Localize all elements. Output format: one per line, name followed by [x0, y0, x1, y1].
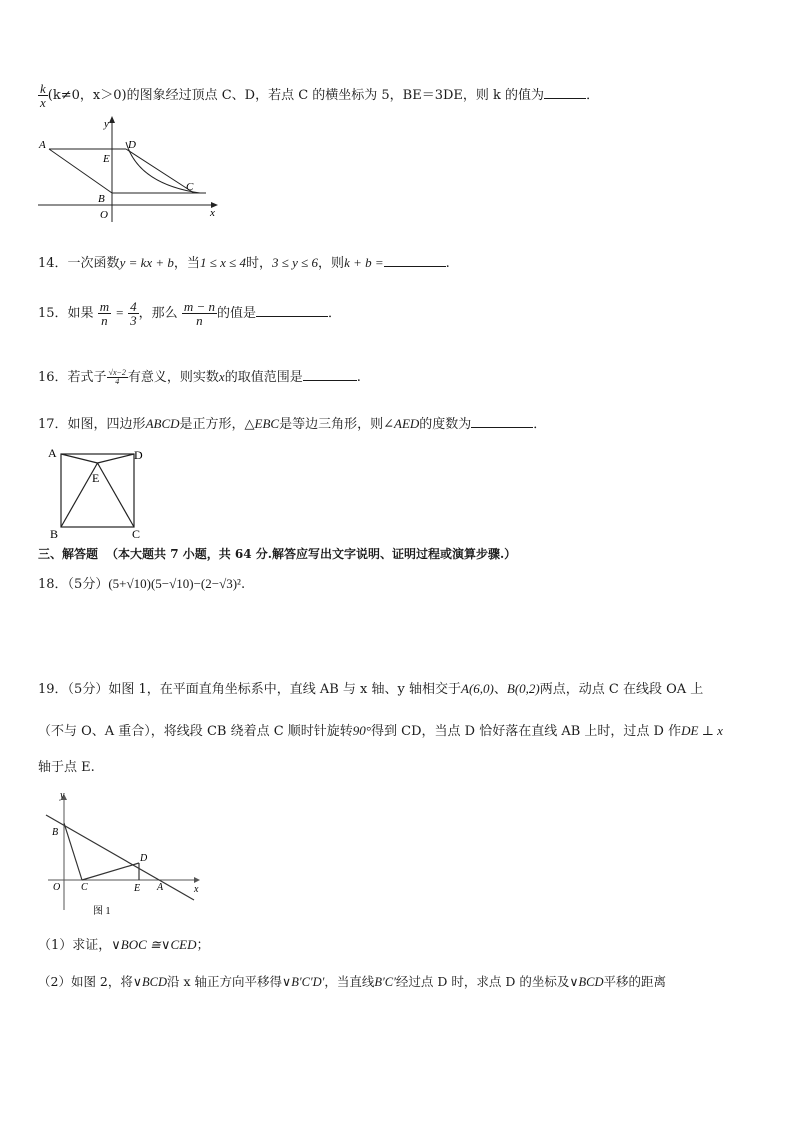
- segment-DE: [98, 454, 135, 463]
- label-B: B: [98, 193, 105, 205]
- q13-text: (k≠0，x＞0)的图象经过顶点 C、D，若点 C 的横坐标为 5，BE＝3DE，则 k 的值为: [47, 88, 545, 103]
- label-A: A: [48, 446, 57, 460]
- x-axis-arrow: [194, 877, 200, 883]
- label-A: A: [39, 139, 46, 151]
- figure-q17: [44, 444, 154, 540]
- figure-q13: [34, 112, 224, 224]
- label-x: x: [194, 884, 199, 895]
- label-x: x: [210, 207, 215, 219]
- section-3-heading: 三、解答题 （本大题共 7 小题，共 64 分.解答应写出文字说明、证明过程或演算步骤.）: [38, 547, 517, 561]
- label-O: O: [53, 882, 61, 893]
- question-19-part-1: （1）求证，∨BOC ≅∨CED；: [38, 937, 210, 953]
- label-B: B: [50, 527, 59, 540]
- segment-CD: [82, 863, 139, 880]
- q17-answer-blank[interactable]: [471, 415, 533, 428]
- q13-answer-blank[interactable]: [544, 86, 586, 99]
- question-16: 16．若式子 $\frac{√x-2}{4}$ 有意义，则实数x的取值范围是 .: [38, 368, 361, 386]
- label-B: B: [52, 827, 59, 838]
- label-D: D: [134, 448, 143, 462]
- q13-line: $\frac{k}{x}$ (k≠0，x＞0)的图象经过顶点 C、D，若点 C 的横坐标为 5，BE＝3DE，则 k 的值为 ．: [40, 81, 600, 110]
- square-ABCD: [61, 454, 134, 527]
- label-E: E: [103, 153, 110, 165]
- question-19-line-1: 19．（5分）如图 1，在平面直角坐标系中，直线 AB 与 x 轴、y 轴相交于A(6,0)、B(0,2)两点，动点 C 在线段 OA 上: [38, 681, 704, 697]
- label-D: D: [140, 853, 148, 864]
- segment-BC: [64, 823, 82, 880]
- label-C: C: [81, 882, 88, 893]
- question-15: 15．如果 $\frac{m}{n}$ = $\frac{4}{3}$ ，那么 $\frac{m - n}{n}$ 的值是 ．: [38, 299, 342, 328]
- figure-caption: 图 1: [93, 906, 111, 917]
- q15-answer-blank[interactable]: [256, 304, 328, 317]
- q13-fraction: $\frac{k}{x}$: [40, 81, 46, 110]
- question-19-line-3: 轴于点 E.: [38, 760, 95, 775]
- label-y: y: [104, 118, 109, 130]
- question-14: 14．一次函数y = kx + b，当1 ≤ x ≤ 4时，3 ≤ y ≤ 6，则k + b = .: [38, 255, 450, 271]
- label-C: C: [186, 181, 194, 193]
- label-D: D: [128, 139, 136, 151]
- label-C: C: [132, 527, 141, 540]
- figure-q19: [38, 788, 208, 920]
- label-E: E: [134, 883, 141, 894]
- label-y: y: [60, 790, 65, 801]
- label-O: O: [100, 209, 108, 221]
- segment-CE: [98, 463, 135, 527]
- label-E: E: [92, 471, 100, 485]
- q16-answer-blank[interactable]: [303, 368, 357, 381]
- q14-answer-blank[interactable]: [384, 254, 446, 267]
- segment-AE: [61, 454, 98, 463]
- y-axis-arrow: [109, 116, 115, 123]
- line-AB: [46, 815, 194, 900]
- segment-DC: [126, 149, 194, 193]
- label-A: A: [157, 882, 164, 893]
- question-19-line-2: （不与 O、A 重合），将线段 CB 绕着点 C 顺时针旋转90°得到 CD，当点 D 恰好落在直线 AB 上时，过点 D 作DE ⊥ x: [38, 723, 723, 739]
- question-17: 17．如图，四边形ABCD是正方形，△EBC是等边三角形，则∠AED的度数为 ．: [38, 416, 547, 432]
- question-19-part-2: （2）如图 2，将∨BCD沿 x 轴正方向平移得∨B′C′D′，当直线B′C′经过点 D 时，求点 D 的坐标及∨BCD平移的距离: [38, 974, 666, 989]
- question-18: 18．（5分）(5+√10)(5−√10)−(2−√3)².: [38, 576, 246, 592]
